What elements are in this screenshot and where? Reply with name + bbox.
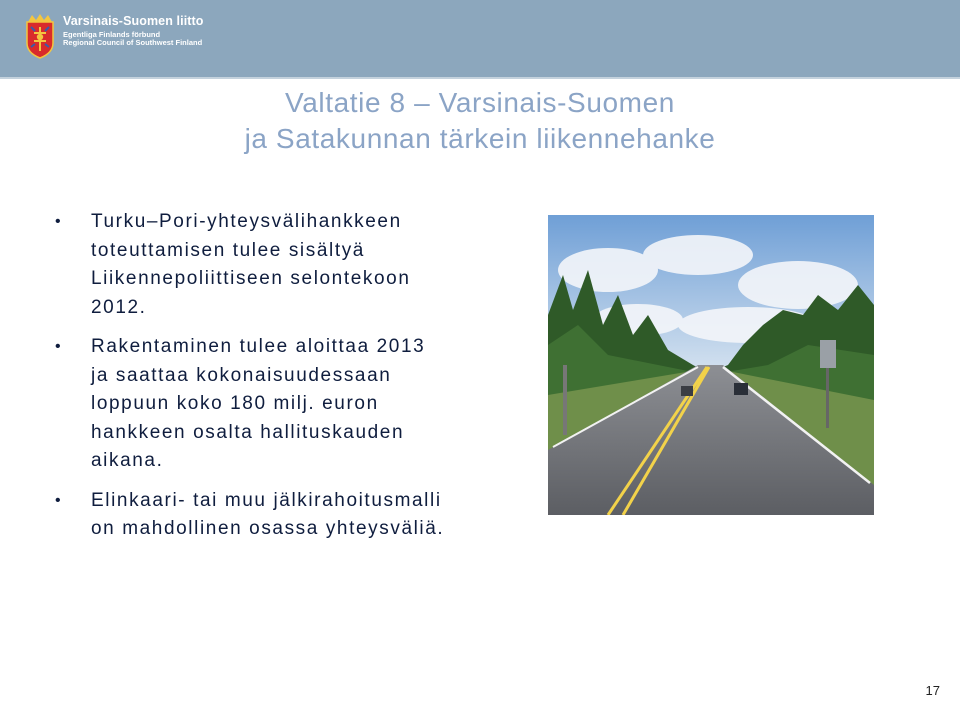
org-name-english: Regional Council of Southwest Finland — [63, 38, 203, 47]
bullet-text: Liikennepoliittiseen selontekoon — [91, 268, 411, 289]
bullet-text: loppuun koko 180 milj. euron — [91, 393, 379, 414]
bullet-list — [55, 208, 525, 555]
slide-title-line-2: ja Satakunnan tärkein liikennehanke — [244, 123, 716, 154]
bullet-item-legislation — [55, 208, 525, 322]
bullet-text: 2012. — [91, 296, 147, 318]
org-name-swedish: Egentliga Finlands förbund — [63, 29, 161, 39]
slide-title — [0, 85, 960, 157]
bullet-text: on mahdollinen osassa yhteysväliä. — [91, 518, 445, 539]
bullet-text: toteuttamisen tulee sisältyä — [91, 239, 365, 261]
slide-title-line-1: Valtatie 8 – Varsinais-Suomen — [285, 87, 675, 118]
bullet-text: • Elinkaari- tai muu jälkirahoitusmalli — [91, 489, 442, 511]
header-divider — [0, 77, 960, 79]
slide-number: 17 — [925, 683, 940, 698]
bullet-text: • Rakentaminen tulee aloittaa 2013 — [91, 336, 426, 357]
bullet-item-financing — [55, 487, 525, 544]
highway-photo — [548, 215, 874, 515]
org-name: Varsinais-Suomen liitto — [63, 14, 204, 28]
bullet-text: aikana. — [91, 450, 164, 471]
bullet-text: ja saattaa kokonaisuudessaan — [91, 364, 392, 386]
org-logo-text — [63, 15, 204, 47]
bullet-text: • Turku–Pori-yhteysvälihankkeen — [91, 211, 402, 232]
bullet-item-construction — [55, 333, 525, 476]
bullet-text: hankkeen osalta hallituskauden — [91, 421, 405, 443]
coat-of-arms-icon — [25, 13, 55, 59]
header-bar — [0, 0, 960, 77]
